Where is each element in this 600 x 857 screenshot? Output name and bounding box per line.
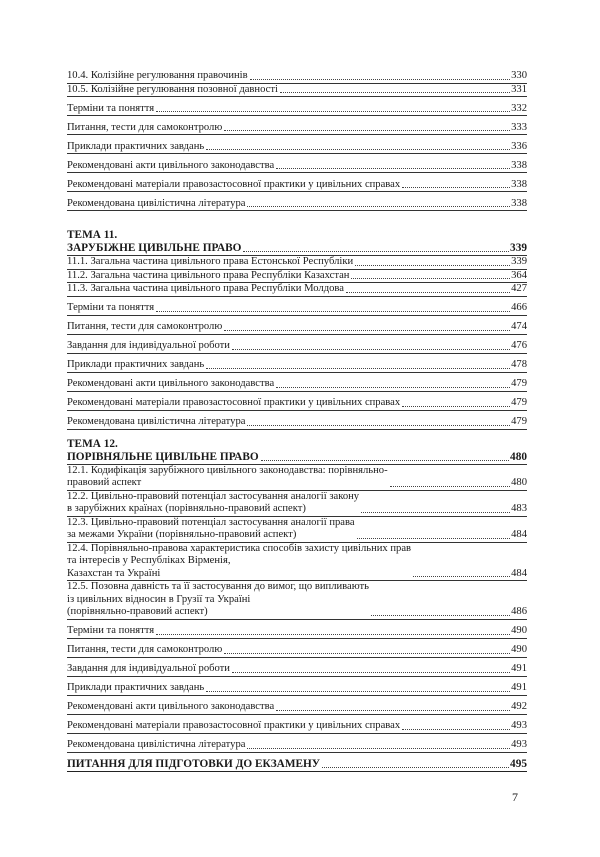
dot-leader xyxy=(156,111,510,112)
dot-leader xyxy=(224,130,510,131)
toc-entry xyxy=(67,84,527,98)
toc-entry-title: Рекомендована цивілістична література xyxy=(67,197,246,209)
dot-leader xyxy=(322,767,509,768)
toc-entry-title: ПИТАННЯ ДЛЯ ПІДГОТОВКИ ДО ЕКЗАМЕНУ xyxy=(67,757,321,770)
toc-entry-page: 339 xyxy=(510,242,527,254)
dot-leader xyxy=(232,349,510,350)
toc-entry xyxy=(67,340,527,354)
toc-entry-page: 331 xyxy=(511,83,527,95)
toc-entry-page: 466 xyxy=(511,302,527,313)
toc-entry-title: Рекомендована цивілістична література xyxy=(67,416,246,427)
dot-leader xyxy=(276,168,510,169)
toc-entry-page: 492 xyxy=(511,701,527,712)
toc-entry xyxy=(67,198,527,212)
dot-leader xyxy=(247,748,510,749)
dot-leader xyxy=(357,538,511,539)
dot-leader xyxy=(361,512,510,513)
toc-entry-title: Рекомендовані акти цивільного законодавства xyxy=(67,159,275,171)
toc-entry-title: Рекомендовані акти цивільного законодавства xyxy=(67,701,275,712)
toc-entry-title: Питання, тести для самоконтролю xyxy=(67,644,223,655)
dot-leader xyxy=(206,691,510,692)
dot-leader xyxy=(276,710,510,711)
toc-entry xyxy=(67,103,527,117)
dot-leader xyxy=(224,653,510,654)
toc-entry-page: 338 xyxy=(511,197,527,209)
toc-entry-title: Завдання для індивідуальної роботи xyxy=(67,663,230,674)
toc-entry xyxy=(67,701,527,715)
toc-entry-title: 11.3. Загальна частина цивільного права Республіки Молдова xyxy=(67,283,344,294)
dot-leader xyxy=(156,634,510,635)
toc-entry xyxy=(67,720,527,734)
toc-entry xyxy=(67,739,527,753)
toc-entry-page: 479 xyxy=(511,378,527,389)
toc-entry-title: ПОРІВНЯЛЬНЕ ЦИВІЛЬНЕ ПРАВО xyxy=(67,450,259,463)
toc-entry-page: 478 xyxy=(511,359,527,370)
toc-entry xyxy=(67,160,527,174)
toc-entry-title: Рекомендована цивілістична література xyxy=(67,739,246,750)
page-number: 7 xyxy=(512,790,518,804)
table-of-contents xyxy=(67,70,527,772)
dot-leader xyxy=(413,576,510,577)
toc-entry-page: 479 xyxy=(511,397,527,408)
toc-entry-page: 490 xyxy=(511,625,527,636)
dot-leader xyxy=(371,615,510,616)
toc-entry xyxy=(67,378,527,392)
toc-entry-page: 493 xyxy=(511,739,527,750)
toc-entry-title: Рекомендовані акти цивільного законодавства xyxy=(67,378,275,389)
toc-entry-title: Рекомендовані матеріали правозастосовної практики у цивільних справах xyxy=(67,397,401,408)
dot-leader xyxy=(280,92,510,93)
toc-entry xyxy=(67,256,527,270)
toc-entry-page: 364 xyxy=(511,269,527,281)
toc-entry xyxy=(67,416,527,430)
toc-entry-page: 480 xyxy=(510,450,527,463)
toc-entry xyxy=(67,359,527,373)
toc-entry-title: Терміни та поняття xyxy=(67,625,155,636)
toc-entry xyxy=(67,517,527,543)
toc-entry-page: 484 xyxy=(511,529,527,540)
exam-questions-entry xyxy=(67,758,527,772)
dot-leader xyxy=(390,486,510,487)
dot-leader xyxy=(402,187,510,188)
toc-entry-title: Приклади практичних завдань xyxy=(67,140,205,152)
toc-entry-page: 490 xyxy=(511,644,527,655)
dot-leader xyxy=(156,311,510,312)
dot-leader xyxy=(232,672,510,673)
dot-leader xyxy=(276,387,510,388)
toc-entry xyxy=(67,179,527,193)
dot-leader xyxy=(247,206,510,207)
toc-entry-title: Рекомендовані матеріали правозастосовної практики у цивільних справах xyxy=(67,178,401,190)
toc-entry-title: 12.3. Цивільно-правовий потенціал застосування аналогії права за межами України (порівняльно-правовий аспект) xyxy=(67,516,355,540)
dot-leader xyxy=(402,406,510,407)
toc-entry-title: ЗАРУБІЖНЕ ЦИВІЛЬНЕ ПРАВО xyxy=(67,242,242,254)
toc-entry-title: 11.2. Загальна частина цивільного права Республіки Казахстан xyxy=(67,269,350,281)
toc-entry-page: 332 xyxy=(511,102,527,114)
toc-entry-page: 338 xyxy=(511,178,527,190)
toc-entry-page: 486 xyxy=(511,606,527,617)
toc-entry xyxy=(67,270,527,284)
toc-entry-title: Питання, тести для самоконтролю xyxy=(67,121,223,133)
toc-entry xyxy=(67,644,527,658)
topic-title-entry xyxy=(67,242,527,256)
toc-entry xyxy=(67,543,527,582)
toc-entry-page: 338 xyxy=(511,159,527,171)
toc-entry xyxy=(67,321,527,335)
dot-leader xyxy=(261,460,509,461)
dot-leader xyxy=(351,278,510,279)
dot-leader xyxy=(346,292,510,293)
toc-entry-title: Терміни та поняття xyxy=(67,102,155,114)
toc-entry-title: Терміни та поняття xyxy=(67,302,155,313)
toc-entry-page: 479 xyxy=(511,416,527,427)
toc-entry-page: 491 xyxy=(511,682,527,693)
toc-entry xyxy=(67,625,527,639)
toc-entry-page: 480 xyxy=(511,477,527,488)
toc-entry-title: 12.1. Кодифікація зарубіжного цивільного законодавства: порівняльно- правовий аспект xyxy=(67,464,388,488)
toc-entry-title: 12.5. Позовна давність та її застосування до вимог, що випливають із цивільних відносин в Грузії та Україні (порівняльно-правовий аспект) xyxy=(67,581,369,617)
toc-entry-title: Питання, тести для самоконтролю xyxy=(67,321,223,332)
toc-entry xyxy=(67,465,527,491)
dot-leader xyxy=(243,251,509,252)
toc-entry-page: 339 xyxy=(511,256,527,267)
toc-entry-title: Приклади практичних завдань xyxy=(67,359,205,370)
toc-entry xyxy=(67,491,527,517)
toc-entry-page: 483 xyxy=(511,503,527,514)
toc-entry-title: 10.5. Колізійне регулювання позовної давності xyxy=(67,83,278,95)
toc-entry-page: 333 xyxy=(511,121,527,133)
toc-entry-page: 427 xyxy=(511,283,527,294)
dot-leader xyxy=(247,425,510,426)
toc-entry-page: 491 xyxy=(511,663,527,674)
toc-entry-page: 476 xyxy=(511,340,527,351)
toc-entry-page: 484 xyxy=(511,567,527,579)
toc-entry xyxy=(67,682,527,696)
toc-entry xyxy=(67,302,527,316)
dot-leader xyxy=(206,149,510,150)
toc-entry-title: 11.1. Загальна частина цивільного права Естонської Республіки xyxy=(67,256,354,267)
toc-entry-title: 10.4. Колізійне регулювання правочинів xyxy=(67,70,248,81)
toc-entry-page: 330 xyxy=(511,70,527,81)
toc-entry xyxy=(67,283,527,297)
toc-entry-title: Рекомендовані матеріали правозастосовної практики у цивільних справах xyxy=(67,720,401,731)
toc-entry xyxy=(67,581,527,620)
toc-entry xyxy=(67,122,527,136)
topic-heading: ТЕМА 12. xyxy=(67,437,118,450)
dot-leader xyxy=(224,330,510,331)
topic-heading: ТЕМА 11. xyxy=(67,229,118,241)
toc-entry xyxy=(67,70,527,84)
toc-entry-page: 495 xyxy=(510,757,527,770)
dot-leader xyxy=(250,79,510,80)
toc-entry xyxy=(67,397,527,411)
toc-entry-page: 474 xyxy=(511,321,527,332)
toc-entry-title: 12.4. Порівняльно-правова характеристика способів захисту цивільних прав та інтересів у Республіках Вірменія, Казахстан та Україні xyxy=(67,542,412,579)
dot-leader xyxy=(206,368,510,369)
toc-entry xyxy=(67,141,527,155)
toc-entry-title: Завдання для індивідуальної роботи xyxy=(67,340,230,351)
dot-leader xyxy=(402,729,510,730)
toc-entry xyxy=(67,663,527,677)
toc-entry-title: Приклади практичних завдань xyxy=(67,682,205,693)
toc-entry-title: 12.2. Цивільно-правовий потенціал застосування аналогії закону в зарубіжних країнах (порівняльно-правовий аспект) xyxy=(67,490,360,514)
topic-title-entry xyxy=(67,451,527,465)
toc-entry-page: 493 xyxy=(511,720,527,731)
dot-leader xyxy=(355,265,510,266)
toc-entry-page: 336 xyxy=(511,140,527,152)
